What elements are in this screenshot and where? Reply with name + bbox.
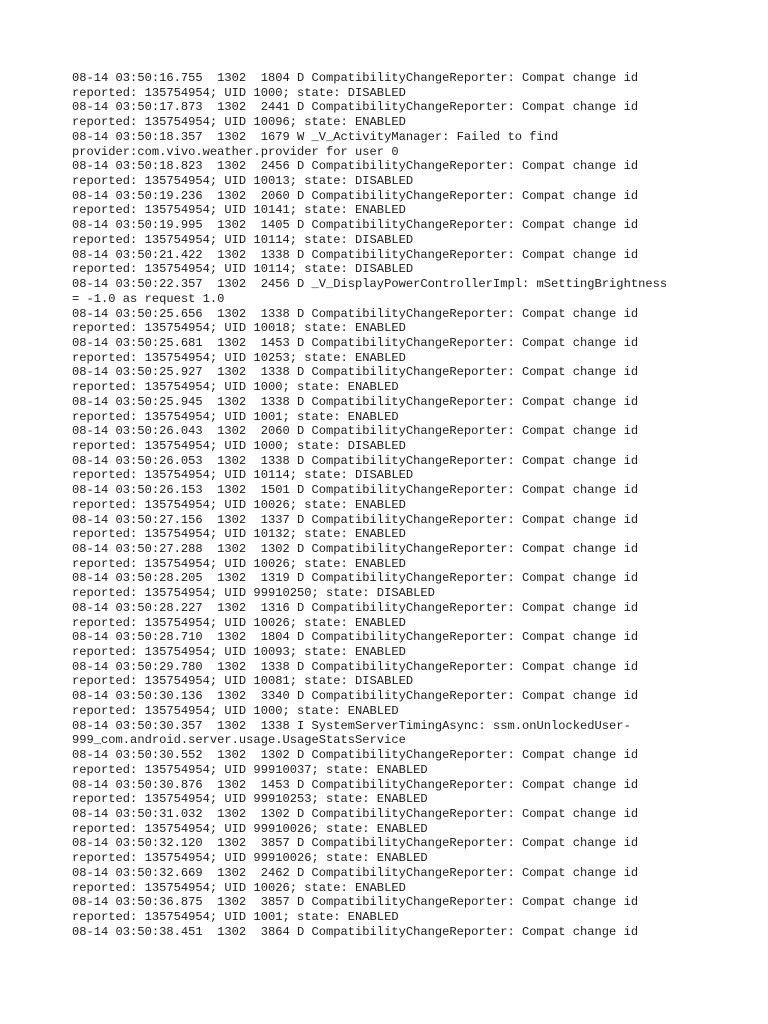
log-entry xyxy=(72,424,712,453)
log-entry-header: 08-14 03:50:26.053 1302 1338 D CompatibilityChangeReporter: Compat change id xyxy=(72,453,639,468)
log-entry-continuation: reported: 135754954; UID 10253; state: ENABLED xyxy=(72,350,406,365)
log-entry-continuation: reported: 135754954; UID 10096; state: ENABLED xyxy=(72,115,406,130)
log-entry-continuation: reported: 135754954; UID 99910026; state: ENABLED xyxy=(72,821,428,836)
log-entry-continuation: reported: 135754954; UID 10013; state: DISABLED xyxy=(72,174,414,189)
log-entry-continuation: reported: 135754954; UID 1001; state: ENABLED xyxy=(72,909,399,924)
log-entry-header: 08-14 03:50:30.876 1302 1453 D CompatibilityChangeReporter: Compat change id xyxy=(72,777,639,792)
log-entry xyxy=(72,630,712,659)
log-entry-continuation: reported: 135754954; UID 10114; state: DISABLED xyxy=(72,262,414,277)
log-entry-header: 08-14 03:50:27.156 1302 1337 D CompatibilityChangeReporter: Compat change id xyxy=(72,512,639,527)
log-entry-header: 08-14 03:50:16.755 1302 1804 D CompatibilityChangeReporter: Compat change id xyxy=(72,71,639,85)
log-entry-header: 08-14 03:50:31.032 1302 1302 D CompatibilityChangeReporter: Compat change id xyxy=(72,806,639,821)
log-entry xyxy=(72,542,712,571)
log-entry-header: 08-14 03:50:32.120 1302 3857 D CompatibilityChangeReporter: Compat change id xyxy=(72,836,639,851)
log-entry-header: 08-14 03:50:19.236 1302 2060 D CompatibilityChangeReporter: Compat change id xyxy=(72,188,639,203)
log-entry-header: 08-14 03:50:25.945 1302 1338 D CompatibilityChangeReporter: Compat change id xyxy=(72,394,639,409)
log-entry-header: 08-14 03:50:26.153 1302 1501 D CompatibilityChangeReporter: Compat change id xyxy=(72,483,639,498)
log-entry xyxy=(72,336,712,365)
log-entry-header: 08-14 03:50:30.136 1302 3340 D CompatibilityChangeReporter: Compat change id xyxy=(72,689,639,704)
log-entry xyxy=(72,601,712,630)
log-entry-continuation: reported: 135754954; UID 1000; state: DISABLED xyxy=(72,438,406,453)
log-entry xyxy=(72,454,712,483)
log-entry xyxy=(72,719,712,748)
log-entry xyxy=(72,130,712,159)
log-entry-header: 08-14 03:50:18.823 1302 2456 D CompatibilityChangeReporter: Compat change id xyxy=(72,159,639,174)
log-entry xyxy=(72,807,712,836)
log-entry xyxy=(72,483,712,512)
log-entry-header: 08-14 03:50:30.357 1302 1338 I SystemServerTimingAsync: ssm.onUnlockedUser- xyxy=(72,718,631,733)
log-entry-continuation: reported: 135754954; UID 10026; state: ENABLED xyxy=(72,880,406,895)
log-entry xyxy=(72,836,712,865)
log-entry xyxy=(72,71,712,100)
log-entry-continuation: reported: 135754954; UID 10081; state: DISABLED xyxy=(72,674,414,689)
log-entry xyxy=(72,395,712,424)
log-entry xyxy=(72,218,712,247)
log-entry-header: 08-14 03:50:18.357 1302 1679 W _V_ActivityManager: Failed to find xyxy=(72,129,559,144)
log-entry xyxy=(72,365,712,394)
log-entry-continuation: reported: 135754954; UID 1000; state: ENABLED xyxy=(72,703,399,718)
log-entry-header: 08-14 03:50:27.288 1302 1302 D CompatibilityChangeReporter: Compat change id xyxy=(72,542,639,556)
log-entry-continuation: reported: 135754954; UID 10114; state: DISABLED xyxy=(72,232,414,247)
log-entry xyxy=(72,689,712,718)
log-entry xyxy=(72,660,712,689)
log-entry-continuation: reported: 135754954; UID 10093; state: ENABLED xyxy=(72,645,406,660)
log-entry-continuation: reported: 135754954; UID 10132; state: ENABLED xyxy=(72,527,406,542)
log-entry-continuation: reported: 135754954; UID 10026; state: ENABLED xyxy=(72,615,406,630)
log-entry-header: 08-14 03:50:28.205 1302 1319 D CompatibilityChangeReporter: Compat change id xyxy=(72,571,639,586)
log-entry-header: 08-14 03:50:17.873 1302 2441 D CompatibilityChangeReporter: Compat change id xyxy=(72,100,639,115)
log-entry xyxy=(72,866,712,895)
log-entry-continuation: reported: 135754954; UID 10114; state: DISABLED xyxy=(72,468,414,483)
log-entry-continuation: = -1.0 as request 1.0 xyxy=(72,291,225,306)
log-entry-continuation: reported: 135754954; UID 1000; state: ENABLED xyxy=(72,380,399,395)
log-entry-header: 08-14 03:50:29.780 1302 1338 D CompatibilityChangeReporter: Compat change id xyxy=(72,659,639,674)
log-entry-continuation: reported: 135754954; UID 10026; state: ENABLED xyxy=(72,556,406,571)
log-entry xyxy=(72,307,712,336)
log-entry-header: 08-14 03:50:32.669 1302 2462 D CompatibilityChangeReporter: Compat change id xyxy=(72,865,639,880)
log-entry xyxy=(72,277,712,306)
log-entry xyxy=(72,513,712,542)
log-entry xyxy=(72,925,712,940)
log-entry-continuation: reported: 135754954; UID 10018; state: ENABLED xyxy=(72,321,406,336)
log-entry-continuation: reported: 135754954; UID 1000; state: DISABLED xyxy=(72,85,406,100)
log-entry-header: 08-14 03:50:26.043 1302 2060 D CompatibilityChangeReporter: Compat change id xyxy=(72,424,639,439)
log-entry-header: 08-14 03:50:28.227 1302 1316 D CompatibilityChangeReporter: Compat change id xyxy=(72,600,639,615)
log-entry-continuation: reported: 135754954; UID 99910250; state: DISABLED xyxy=(72,586,435,601)
log-entry-header: 08-14 03:50:36.875 1302 3857 D CompatibilityChangeReporter: Compat change id xyxy=(72,895,639,910)
log-entry-continuation: reported: 135754954; UID 99910026; state: ENABLED xyxy=(72,851,428,866)
log-entry-header: 08-14 03:50:22.357 1302 2456 D _V_DisplayPowerControllerImpl: mSettingBrightness xyxy=(72,277,668,292)
log-entry-header: 08-14 03:50:38.451 1302 3864 D CompatibilityChangeReporter: Compat change id xyxy=(72,924,639,939)
log-entry-continuation: reported: 135754954; UID 99910253; state: ENABLED xyxy=(72,792,428,807)
log-entry xyxy=(72,895,712,924)
log-entry xyxy=(72,778,712,807)
log-entry xyxy=(72,159,712,188)
log-entry-header: 08-14 03:50:19.995 1302 1405 D CompatibilityChangeReporter: Compat change id xyxy=(72,218,639,233)
log-entry xyxy=(72,571,712,600)
log-entry-continuation: 999_com.android.server.usage.UsageStatsService xyxy=(72,733,406,748)
log-entry-header: 08-14 03:50:25.656 1302 1338 D CompatibilityChangeReporter: Compat change id xyxy=(72,306,639,321)
log-text xyxy=(72,71,712,939)
log-entry-continuation: reported: 135754954; UID 10026; state: ENABLED xyxy=(72,497,406,512)
log-entry xyxy=(72,189,712,218)
log-entry-continuation: reported: 135754954; UID 10141; state: ENABLED xyxy=(72,203,406,218)
log-entry-header: 08-14 03:50:25.681 1302 1453 D CompatibilityChangeReporter: Compat change id xyxy=(72,335,639,350)
log-entry xyxy=(72,748,712,777)
log-entry xyxy=(72,248,712,277)
log-entry-header: 08-14 03:50:28.710 1302 1804 D CompatibilityChangeReporter: Compat change id xyxy=(72,630,639,645)
log-entry-continuation: provider:com.vivo.weather.provider for user 0 xyxy=(72,144,399,159)
log-entry-continuation: reported: 135754954; UID 1001; state: ENABLED xyxy=(72,409,399,424)
log-entry-header: 08-14 03:50:21.422 1302 1338 D CompatibilityChangeReporter: Compat change id xyxy=(72,247,639,262)
log-entry-continuation: reported: 135754954; UID 99910037; state: ENABLED xyxy=(72,762,428,777)
log-entry-header: 08-14 03:50:30.552 1302 1302 D CompatibilityChangeReporter: Compat change id xyxy=(72,748,639,763)
log-entry-header: 08-14 03:50:25.927 1302 1338 D CompatibilityChangeReporter: Compat change id xyxy=(72,365,639,380)
log-entry xyxy=(72,100,712,129)
